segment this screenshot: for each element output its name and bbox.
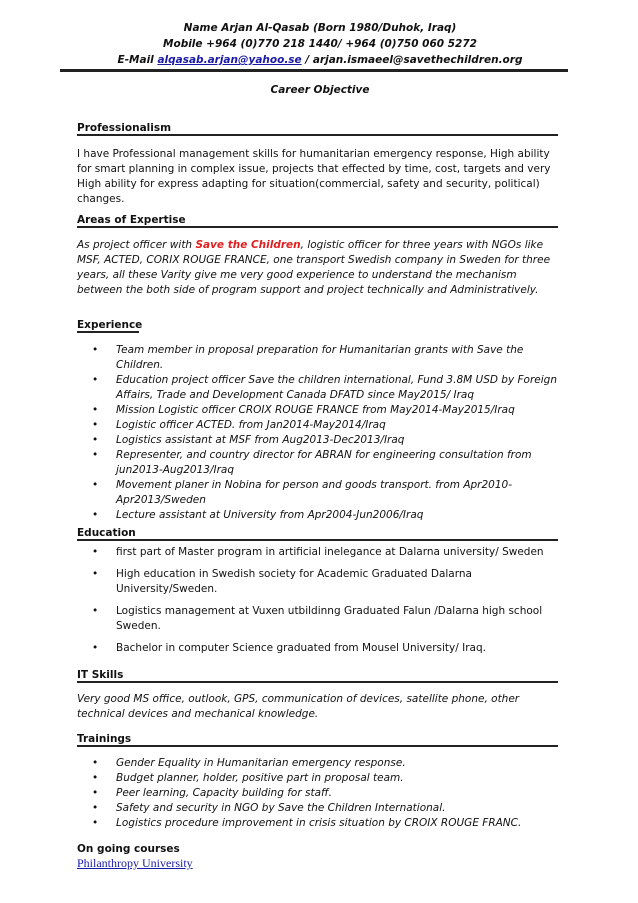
list-item [77,508,563,523]
bullet-icon: • [92,434,99,446]
bullet-icon: • [92,374,99,386]
save-the-children-highlight: Save the Children [195,239,301,251]
bullet-icon: • [92,802,99,814]
experience-item-text: Movement planer in Nobina for person and goods transport. from Apr2010-Apr2013/Sweden [116,479,512,506]
expertise-title: Areas of Expertise [77,214,186,226]
expertise-text [77,238,563,298]
experience-item-text: Logistic officer ACTED. from Jan2014-May2014/Iraq [116,419,386,431]
education-item-text: first part of Master program in artificial inelegance at Dalarna university/ Sweden [116,546,544,558]
email-line [60,52,580,68]
training-item-text: Safety and security in NGO by Save the Children International. [116,802,446,814]
list-item [77,373,563,403]
list-item [77,801,563,816]
list-item [77,786,563,801]
professionalism-title: Professionalism [77,122,172,134]
education-item-text: Logistics management at Vuxen utbildinng Graduated Falun /Dalarna high school Sweden. [116,605,543,632]
bullet-icon: • [92,419,99,431]
experience-item-text: Lecture assistant at University from Apr2004-Jun2006/Iraq [116,509,424,521]
expertise-rule [77,226,558,228]
mobile-line: Mobile +964 (0)770 218 1440/ +964 (0)750 060 5272 [163,38,477,50]
list-item [77,641,563,656]
name-line: Name Arjan Al-Qasab (Born 1980/Duhok, Iraq) [183,22,457,34]
training-item-text: Gender Equality in Humanitarian emergency response. [116,757,406,769]
list-item [77,433,563,448]
professionalism-rule [77,134,558,136]
experience-title: Experience [77,319,143,331]
bullet-icon: • [92,787,99,799]
bullet-icon: • [92,509,99,521]
email-link-yahoo[interactable]: alqasab.arjan@yahoo.se [157,54,302,66]
education-item-text: High education in Swedish society for Academic Graduated Dalarna University/Sweden. [116,568,472,595]
list-item [77,403,563,418]
experience-item-text: Representer, and country director for ABRAN for engineering consultation from jun2013-Aug2013/Iraq [116,449,532,476]
education-title: Education [77,527,136,539]
list-item [77,816,563,831]
list-item [77,448,563,478]
cv-header [60,20,580,68]
it-skills-text: Very good MS office, outlook, GPS, communication of devices, satellite phone, other technical devices and mechanical knowledge. [77,693,520,720]
list-item [77,567,563,597]
bullet-icon: • [92,449,99,461]
training-item-text: Logistics procedure improvement in crisis situation by CROIX ROUGE FRANC. [116,817,522,829]
it-skills-rule [77,681,558,683]
email-prefix: E-Mail [117,54,158,66]
it-skills-title: IT Skills [77,669,124,681]
philanthropy-university-link[interactable]: Philanthropy University [77,856,193,870]
professionalism-text: I have Professional management skills for humanitarian emergency response, High ability for smart planning in complex issue, projects that effected by time, cost, targets and very High ability for express adapting for situation(commercial, safety and security, political) changes. [77,148,551,205]
training-item-text: Budget planner, holder, positive part in proposal team. [116,772,404,784]
experience-item-text: Education project officer Save the children international, Fund 3.8M USD by Foreign Affairs, Trade and Development Canada DFATD since May2015/ Iraq [116,374,557,401]
email-secondary: / arjan.ismaeel@savethechildren.org [301,54,523,66]
expertise-prefix: As project officer with [77,239,196,251]
bullet-icon: • [92,546,99,558]
list-item [77,545,563,560]
career-objective-heading: Career Objective [270,84,370,96]
list-item [77,478,563,508]
expertise-suffix: , logistic officer for three years with NGOs like MSF, ACTED, CORIX ROUGE FRANCE, one transport Swedish company in Sweden for three years, all these Varity give me very good experience to understand the mechanism between the both side of program support and project technically and Administratively. [77,239,551,296]
education-item-text: Bachelor in computer Science graduated from Mousel University/ Iraq. [116,642,486,654]
experience-item-text: Mission Logistic officer CROIX ROUGE FRANCE from May2014-May2015/Iraq [116,404,515,416]
education-list [77,545,563,656]
header-divider [60,69,568,72]
bullet-icon: • [92,404,99,416]
bullet-icon: • [92,817,99,829]
bullet-icon: • [92,642,99,654]
list-item [77,604,563,634]
experience-item-text: Logistics assistant at MSF from Aug2013-Dec2013/Iraq [116,434,405,446]
bullet-icon: • [92,757,99,769]
trainings-list [77,756,563,831]
bullet-icon: • [92,479,99,491]
trainings-title: Trainings [77,733,132,745]
education-rule [77,539,558,541]
list-item [77,771,563,786]
experience-list [77,343,563,523]
bullet-icon: • [92,568,99,580]
ongoing-courses-title: On going courses [77,843,180,855]
bullet-icon: • [92,772,99,784]
bullet-icon: • [92,605,99,617]
trainings-rule [77,745,558,747]
experience-rule [77,331,139,333]
training-item-text: Peer learning, Capacity building for staff. [116,787,332,799]
list-item [77,756,563,771]
bullet-icon: • [92,344,99,356]
list-item [77,343,563,373]
list-item [77,418,563,433]
experience-item-text: Team member in proposal preparation for Humanitarian grants with Save the Children. [116,344,524,371]
